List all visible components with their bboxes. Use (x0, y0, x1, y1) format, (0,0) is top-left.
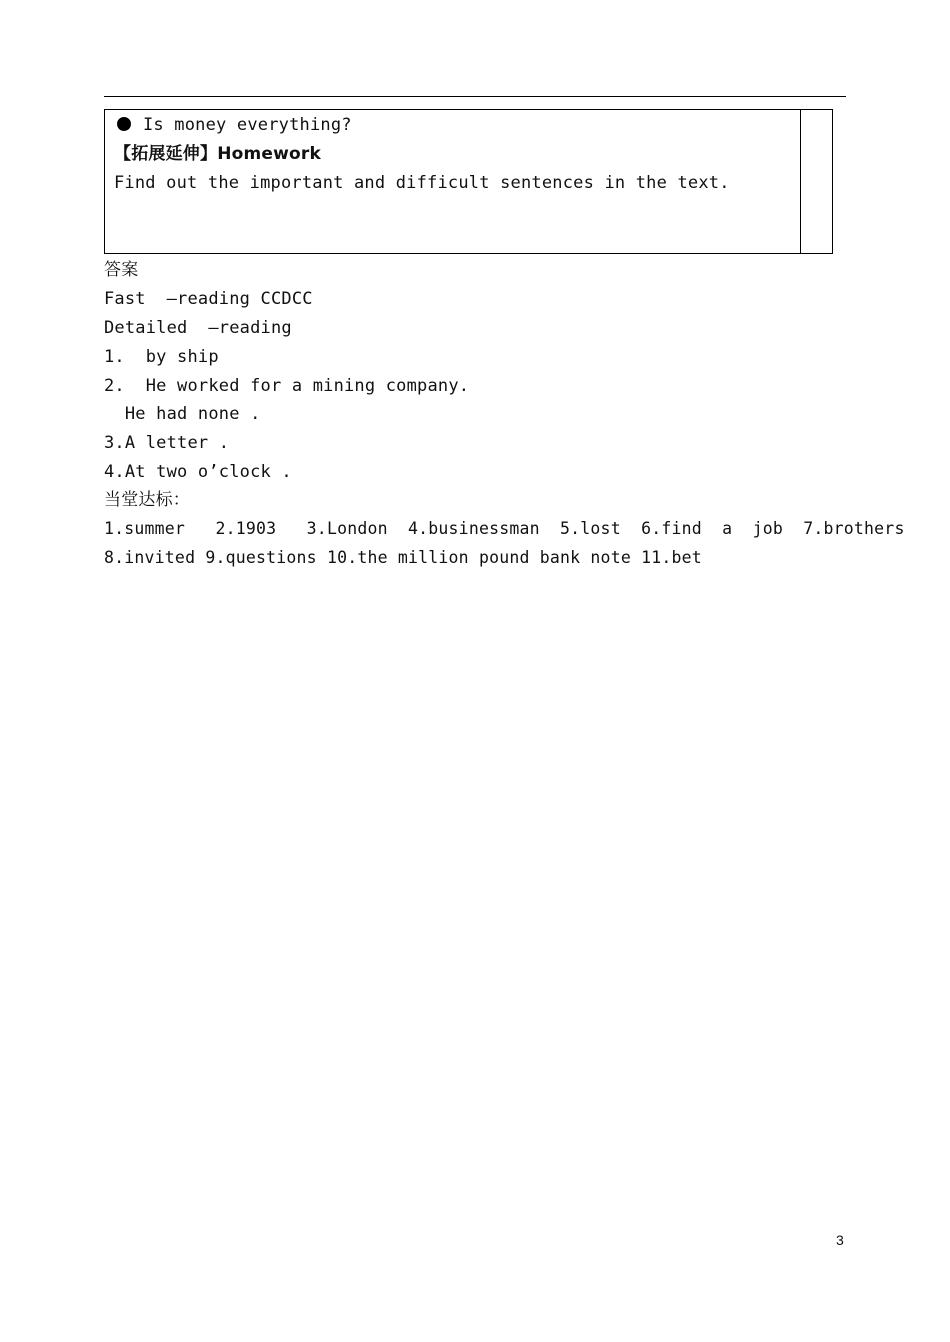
question-text: Is money everything? (143, 115, 352, 135)
homework-heading: 【拓展延伸】Homework (114, 144, 322, 164)
fast-reading-answer: Fast –reading CCDCC (104, 289, 313, 309)
answer-item: 4.At two o’clock . (104, 462, 292, 482)
box-column-divider (800, 109, 801, 254)
in-class-answers-line1: 1.summer 2.1903 3.London 4.businessman 5.lost 6.find a job 7.brothers (104, 519, 905, 538)
bullet-icon (117, 117, 131, 131)
in-class-heading: 当堂达标： (104, 490, 190, 510)
answer-item: 2. He worked for a mining company. (104, 376, 470, 396)
homework-text: Find out the important and difficult sentences in the text. (114, 173, 730, 193)
detailed-reading-heading: Detailed –reading (104, 318, 292, 338)
answer-item: 1. by ship (104, 347, 219, 367)
answer-item: 3.A letter . (104, 433, 230, 453)
in-class-answers-line2: 8.invited 9.questions 10.the million pound bank note 11.bet (104, 548, 702, 567)
header-rule (104, 96, 846, 97)
answer-item: He had none . (104, 404, 261, 424)
page-number: 3 (836, 1232, 844, 1248)
discussion-question (117, 114, 352, 136)
answers-heading: 答案 (104, 260, 139, 280)
